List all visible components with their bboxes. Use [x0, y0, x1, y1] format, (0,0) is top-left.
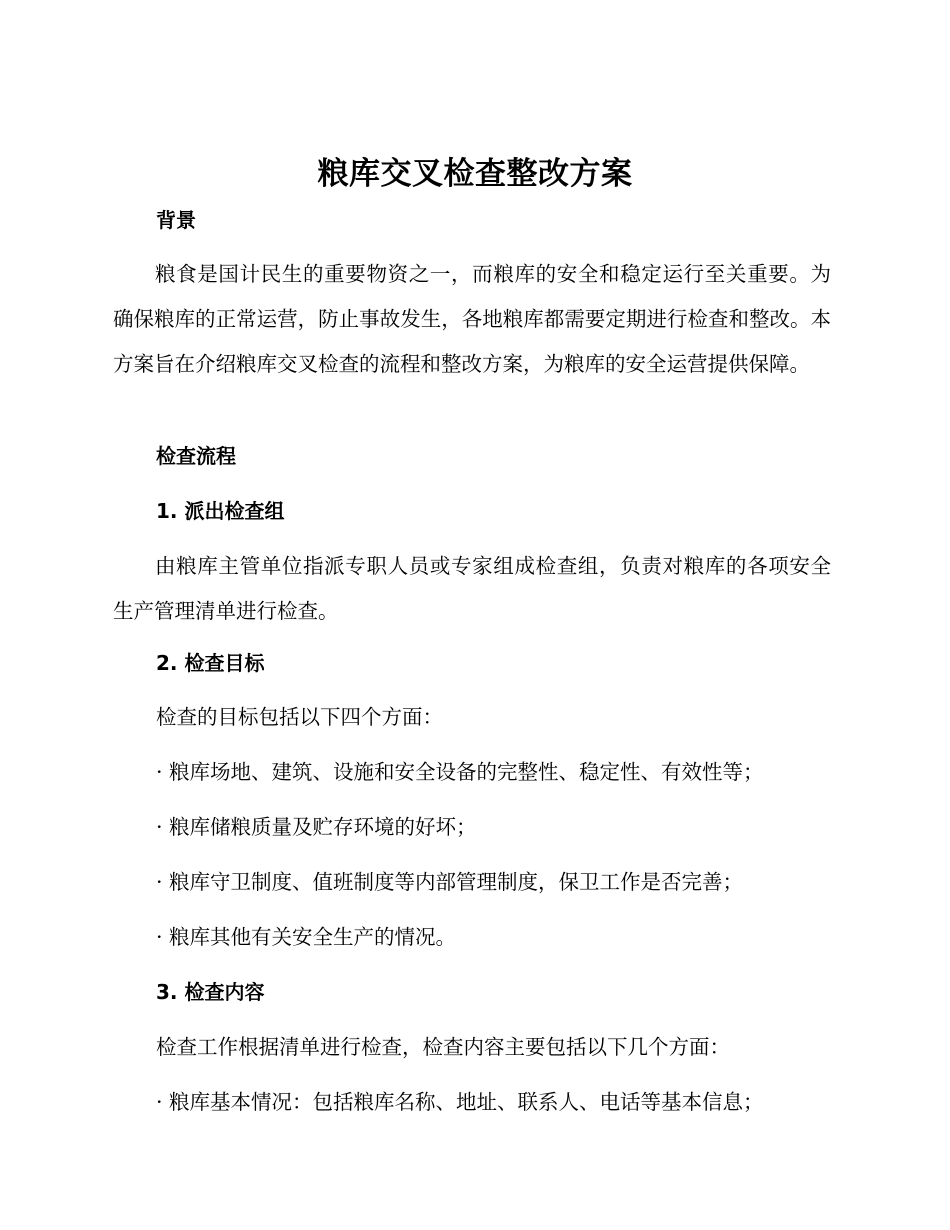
- step3-heading: 3. 检查内容: [156, 980, 265, 1004]
- step2-list-item: · 粮库守卫制度、值班制度等内部管理制度，保卫工作是否完善；: [156, 870, 744, 894]
- background-paragraph: 粮食是国计民生的重要物资之一，而粮库的安全和稳定运行至关重要。为确保粮库的正常运营，防止事故发生，各地粮库都需要定期进行检查和整改。本方案旨在介绍粮库交叉检查的流程和整改方案，为粮库的安全运营提供保障。: [113, 262, 831, 376]
- step2-list-item: · 粮库储粮质量及贮存环境的好坏；: [156, 815, 477, 839]
- step1-paragraph: 由粮库主管单位指派专职人员或专家组成检查组，负责对粮库的各项安全生产管理清单进行检查。: [113, 554, 831, 623]
- step2-intro: 检查的目标包括以下四个方面：: [156, 705, 443, 729]
- document-title: 粮库交叉检查整改方案: [317, 156, 633, 192]
- step3-intro: 检查工作根据清单进行检查，检查内容主要包括以下几个方面：: [156, 1035, 730, 1059]
- step1-heading: 1. 派出检查组: [156, 499, 285, 523]
- step3-list-item: · 粮库基本情况：包括粮库名称、地址、联系人、电话等基本信息；: [156, 1090, 764, 1114]
- step2-list-item: · 粮库场地、建筑、设施和安全设备的完整性、稳定性、有效性等；: [156, 760, 764, 784]
- step2-heading: 2. 检查目标: [156, 651, 265, 675]
- step2-list-item: · 粮库其他有关安全生产的情况。: [156, 925, 457, 949]
- section-heading-background: 背景: [156, 208, 196, 232]
- section-heading-process: 检查流程: [156, 444, 236, 468]
